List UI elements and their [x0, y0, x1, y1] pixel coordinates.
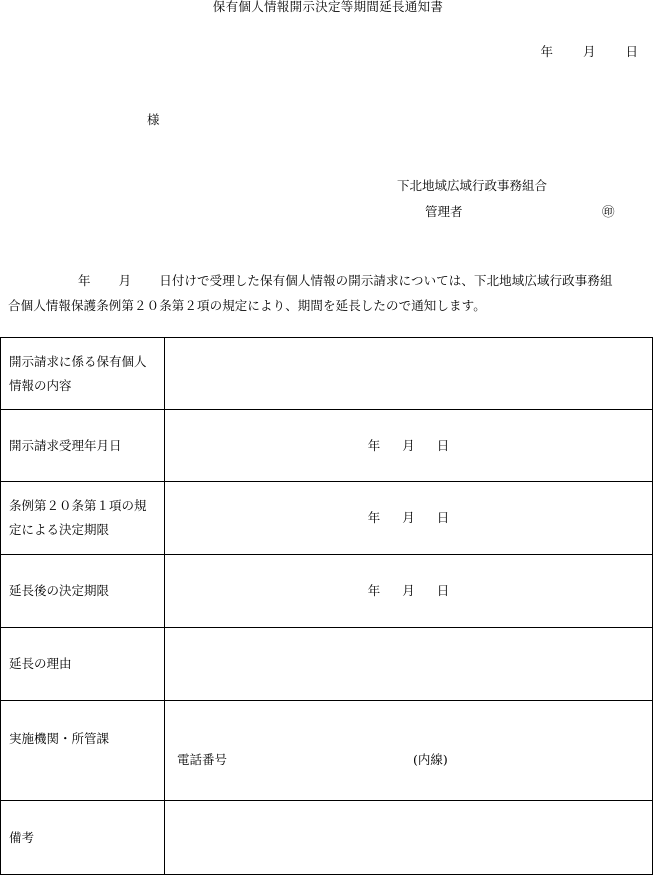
original-deadline-value — [165, 482, 653, 555]
extension-reason-value — [165, 628, 653, 701]
table-row — [1, 801, 653, 875]
addressee-honorific: 様 — [147, 112, 160, 127]
content-value — [165, 338, 653, 410]
date-day: 日 — [436, 583, 450, 598]
extension-reason-label: 延長の理由 — [1, 628, 165, 701]
remarks-value — [165, 801, 653, 875]
body-paragraph-line-1 — [8, 268, 656, 293]
extended-deadline-label: 延長後の決定期限 — [1, 555, 165, 628]
phone-number-label: 電話番号 — [177, 752, 228, 767]
issue-date-month: 月 — [582, 44, 596, 59]
content-label: 開示請求に係る保有個人情報の内容 — [1, 338, 165, 410]
department-value — [165, 701, 653, 801]
department-label: 実施機関・所管課 — [1, 701, 165, 801]
body-text-rest: 日付けで受理した保有個人情報の開示請求については、下北地域広域行政事務組 — [159, 273, 613, 288]
sender-manager-label: 管理者 — [425, 204, 463, 219]
extension-label: (内線) — [413, 752, 448, 767]
received-date-value — [165, 410, 653, 482]
received-date-label: 開示請求受理年月日 — [1, 410, 165, 482]
date-year: 年 — [367, 583, 381, 598]
table-row — [1, 628, 653, 701]
issue-date-day: 日 — [625, 44, 638, 59]
body-month: 月 — [118, 273, 132, 288]
sender-organization: 下北地域広域行政事務組合 — [397, 178, 548, 193]
notice-details-table — [0, 337, 653, 875]
issue-date-year: 年 — [540, 44, 553, 59]
date-year: 年 — [367, 437, 381, 453]
extended-deadline-value — [165, 555, 653, 628]
date-month: 月 — [402, 510, 415, 525]
date-month: 月 — [402, 583, 415, 598]
date-day: 日 — [436, 437, 450, 453]
remarks-label: 備考 — [1, 801, 165, 875]
table-row — [1, 701, 653, 801]
date-year: 年 — [367, 510, 381, 525]
table-row — [1, 338, 653, 410]
original-deadline-label: 条例第２０条第１項の規定による決定期限 — [1, 482, 165, 555]
table-row — [1, 555, 653, 628]
document-title: 保有個人情報開示決定等期間延長通知書 — [212, 0, 444, 14]
body-paragraph-line-2: 合個人情報保護条例第２０条第２項の規定により、期間を延長したので通知します。 — [8, 298, 486, 313]
table-row — [1, 410, 653, 482]
date-day: 日 — [436, 510, 450, 525]
seal-mark: ㊞ — [602, 204, 615, 219]
table-row — [1, 482, 653, 555]
date-month: 月 — [402, 437, 415, 453]
issue-date — [540, 46, 638, 59]
body-year: 年 — [78, 273, 91, 288]
